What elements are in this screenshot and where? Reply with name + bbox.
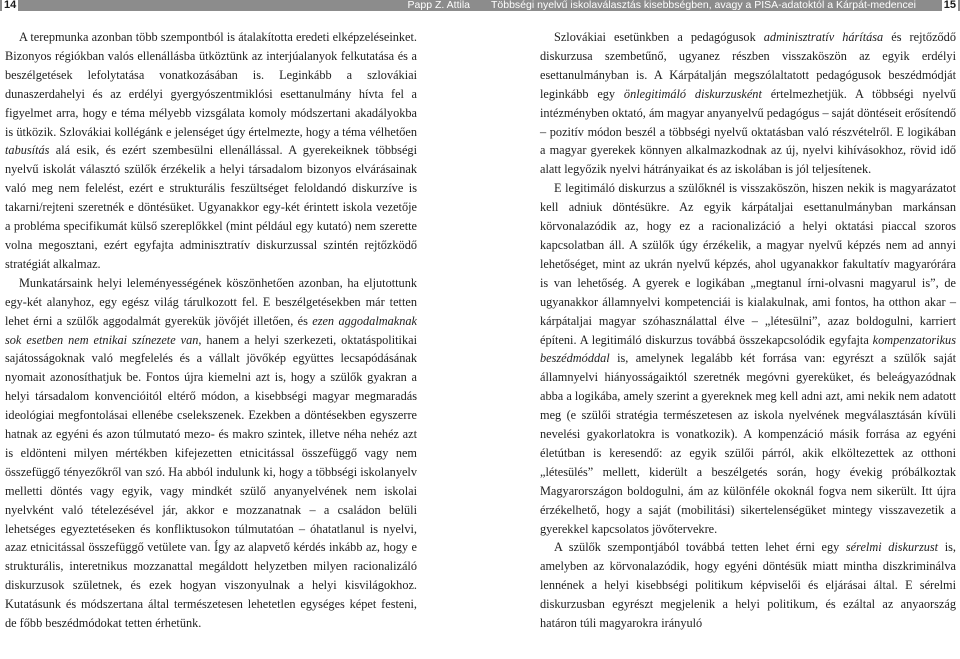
text-run: értelmezhetjük. A többségi nyelvű intézményben oktató, ám magyar anyanyelvű pedagógus – saját döntéseit erősítendő – pozitív módon beszél a többségi nyelvű oktatásban való részvételről. E logikában a magyar gyerekek könnyen alkalmazkodnak az új, nyelvi kihívásokhoz, rövid idő alatt legyőzik nyelvi hátrányaikat és az iskolában is jól teljesítenek.: [540, 86, 957, 177]
right-paragraph-3: [540, 538, 956, 633]
right-paragraph-1: [540, 28, 956, 179]
left-running-header: [0, 0, 474, 11]
right-running-header: [485, 0, 960, 22]
text-run: is, amelyben az körvonalazódik, hogy egyéni döntésük miatt mintha diszkriminálva lennének a helyi kisebbségi politikum képviselői és eljárásai által. E sérelmi diskurzusban egyrészt megjelenik a helyi politikum, és ezáltal az anyaország határon túli magyarokra irányuló: [540, 540, 956, 631]
text-run: E legitimáló diskurzus a szülőknél is visszaköszön, hiszen nekik is magyarázatot kell adniuk döntésükre. Az egyik kárpátaljai esettanulmányban markánsan körvonalazódik az, hogy ez a racionalizáció a helyi oktatási piaccal szoros kapcsolatban áll. A szülők úgy érzékelik, a magyar nyelvű képzés nem ad annyi lehetőséget, mint az ukrán nyelvű képzés, ahol ugyanakkor fakultatív magyarórára is van lehetőség. A gyerek e logikában „megtanul írni-olvasni magyarul is”, de ugyanakkor államnyelvi kompetenciái is kialakulnak, ami fontos, ha otthon akar – kárpátaljai magyar szóhasználattal élve – „létesülni”, azaz boldogulni, karriert építeni. A legitimáló diskurzus továbbá összekapcsolódik egyfajta: [540, 181, 956, 347]
right-header-title: Többségi nyelvű iskolaválasztás kisebbségben, avagy a PISA-adatoktól a Kárpát-medencei diskurzusokig: [491, 0, 916, 22]
left-paragraph-1: [5, 28, 417, 274]
text-run: is, amelynek legalább két forrása van: egyrészt a szülők saját államnyelvi hiányosságaiktól szeretnék megóvni gyereküket, és beleágyazódnak abba a logikába, amely szerint a gyereknek meg kell adni azt, ami nekik nem adatott meg (e szülői stratégia természetesen az iskola nyelvének megválasztásán kívüli nevelési gyakorlatokra is vonatkozik). A kompenzáció másik forrása az egyéni életútban is keresendő: az egyik szülői párról, akik elköltezettek az otthoni „létesülés” mellett, kiderült a beszélgetés során, hogy évekig próbálkoztak Magyarországon boldogulni, ám az különféle okoknál fogva nem sikerült. Itt újra érzékelhető, hogy a saját (mobilitási) sikertelenségüket mintegy visszavezetik a gyerekkel kapcsolatos jövőtervekre.: [540, 351, 956, 536]
left-header-title: Papp Z. Attila: [407, 0, 470, 11]
text-run: , hanem a helyi szerkezeti, oktatáspolitikai sajátosságoknak való megfelelés és a vállalt jövőkép együttes lecsapódásának nyomait azonosíthatjuk be. Fontos újra kiemelni azt is, hogy a szülők gyakran a helyi társadalom konvencióitól eltérő módon, a kisebbségi magyar megmaradás ideológiai megfontolásai ellenébe cselekszenek. Ezekben a döntésekben egyszerre hatnak az egyéni és azon túlmutató mezo- és makro szintek, illetve néha nehéz azt is eldönteni milyen mértékben kifejezetten etnicitással összefüggő vagy nem összefüggő tényezőkről van szó. Ha abból indulunk ki, hogy a többségi iskolanyelv melletti döntés vagy egyik, vagy mindkét szülő anyanyelvének nem iskolai nyelvként való tételezésével jár, akkor e mozzanatnak – a családon belüli lehetséges egyeztetéseken és konfliktusokon túlmutatóan – óhatatlanul is nyelvi, azaz etnicitással összefüggő vetülete van. Így az alapvető kérdés inkább az, hogy e strukturális, interetnikus mozzanattal megáldott helyzetben milyen racionalizáló diskurzusok születnek, és ezek hogyan viszonyulnak a helyi kisvilágokhoz. Kutatásunk és módszertana által természetesen lehetetlen egységes képet festeni, de főbb beszédmódokat tetten érhetünk.: [5, 332, 417, 631]
text-run: A terepmunka azonban több szempontból is átalakította eredeti elképzeléseinket. Bizonyos régiókban valós ellenállásba ütköztünk az interjúalanyok felkutatása és a beszélgetések lefolytatása vonatkozásában is. Leginkább a szlovákiai dunaszerdahelyi és az erdélyi gyergyószentmiklósi esettanulmány hívta fel a figyelmet arra, hogy e téma mélyebb vizsgálata komoly módszertani akadályokba is ütközik. Szlovákiai kollégánk e jelenséget úgy értelmezte, hogy a téma vélhetően: [5, 30, 417, 139]
right-paragraph-2: [540, 179, 956, 538]
right-page-number: 15: [943, 0, 956, 11]
text-run: alá esik, és ezért szembesülni ellenállással. A gyerekeiknek többségi nyelvű iskolát választó szülők érzékelik a helyi társadalom bizonyos elvárásainak való meg nem felelést, ezért e strukturális feszültséget feloldandó diskurzíve is takarni/rejteni szeretnék e döntésüket. Ugyanakkor egy-két érintett iskola vezetője a probléma specifikumát külső szereplőkkel (mint például egy kutató) nem szerette volna megosztani, ezért egyfajta adminisztratív diskurzussal szintén rejtőzködő stratégiát alkalmaz.: [5, 143, 417, 271]
emphasis-text: tabusítás: [5, 143, 50, 158]
left-page-body: [5, 28, 417, 633]
text-run: és rejtőződő diskurzusa szembetűnő, ugyanez részben visszaköszön az egyik erdélyi esettanulmányban is. A Kárpátalján megszólaltatott pedagógusok beszédmódját leginkább egy: [540, 30, 956, 101]
text-run: A szülők szempontjából továbbá tetten lehet érni egy: [554, 540, 846, 555]
emphasis-text: ezen aggodalmaknak sok esetben nem etnikai színezete van: [5, 313, 417, 347]
emphasis-text: sérelmi diskurzust: [845, 540, 939, 555]
text-run: Munkatársaink helyi leleményességének köszönhetően azonban, ha eljutottunk egy-két alanyhoz, egy egész világ tárulkozott fel. E beszélgetésekben már tetten lehet érni a szülők aggodalmát gyerekük jövőjét illetően, és: [5, 275, 417, 328]
right-page-body: [540, 28, 956, 633]
left-page-number: 14: [4, 0, 17, 11]
emphasis-text: önlegitimáló diskurzusként: [623, 86, 762, 101]
left-paragraph-2: [5, 274, 417, 633]
text-run: Szlovákiai esetünkben a pedagógusok: [554, 30, 764, 44]
emphasis-text: kompenzatorikus beszédmóddal: [540, 332, 956, 366]
emphasis-text: adminisztratív hárítása: [763, 30, 884, 44]
